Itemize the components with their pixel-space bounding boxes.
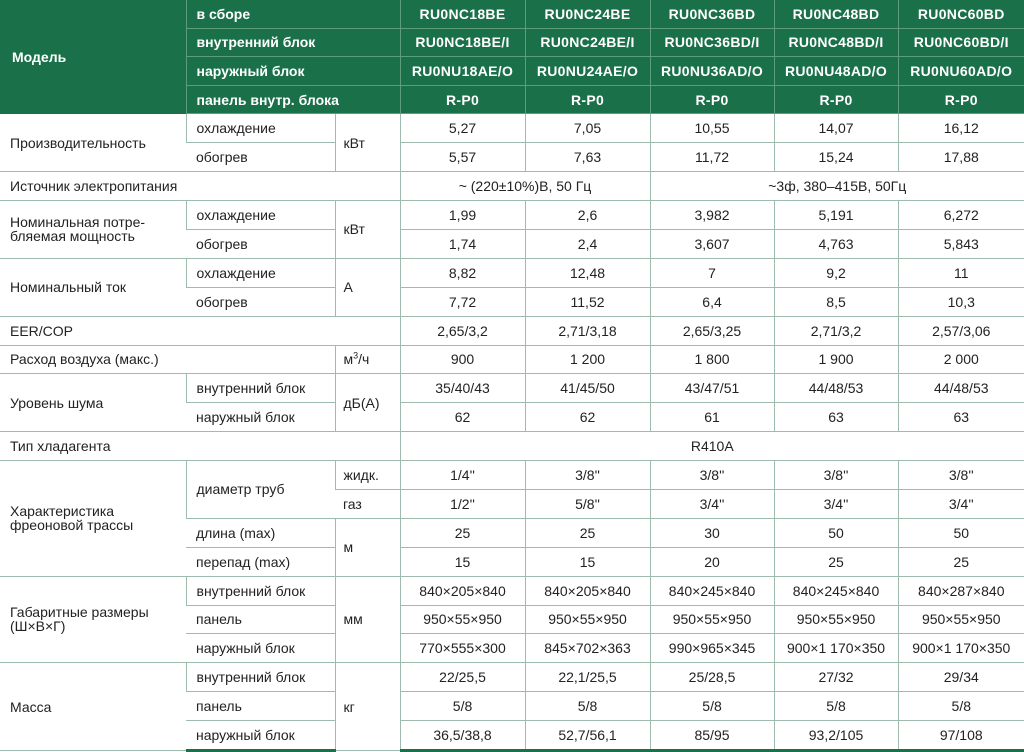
value-cell: 2,71/3,2: [774, 316, 898, 345]
value-cell: 7,63: [525, 143, 650, 172]
unit-base: м: [343, 351, 354, 368]
value-cell: 900×1 170×350: [774, 634, 898, 663]
table-row: [0, 316, 1024, 345]
value-cell: 93,2/105: [774, 721, 898, 751]
unit-label: А: [335, 258, 400, 316]
model-assembly-4: RU0NC48BD: [774, 0, 898, 28]
value-cell: 63: [774, 403, 898, 432]
model-panel-5: R-P0: [898, 85, 1024, 114]
sub-label: внутренний блок: [186, 576, 335, 605]
value-cell: 22/25,5: [400, 663, 525, 692]
table-row: [0, 461, 1024, 490]
value-cell: 1,74: [400, 229, 525, 258]
model-panel-2: R-P0: [525, 85, 650, 114]
value-cell: 63: [898, 403, 1024, 432]
value-cell: 16,12: [898, 114, 1024, 143]
value-cell: 3/4'': [898, 489, 1024, 518]
unit-label: кВт: [335, 201, 400, 259]
model-assembly-1: RU0NC18BE: [400, 0, 525, 28]
unit-label: м: [335, 518, 400, 576]
value-cell: 17,88: [898, 143, 1024, 172]
value-cell-single-phase: ~ (220±10%)В, 50 Гц: [400, 172, 650, 201]
model-indoor-2: RU0NC24BE/I: [525, 28, 650, 57]
model-indoor-4: RU0NC48BD/I: [774, 28, 898, 57]
value-cell: 15,24: [774, 143, 898, 172]
unit-label: кВт: [335, 114, 400, 172]
header-label-assembly: в сборе: [186, 0, 400, 28]
table-row: [0, 432, 1024, 461]
value-cell: 85/95: [650, 721, 774, 751]
model-outdoor-3: RU0NU36AD/O: [650, 57, 774, 86]
value-cell: 27/32: [774, 663, 898, 692]
value-cell: 61: [650, 403, 774, 432]
value-cell: 900×1 170×350: [898, 634, 1024, 663]
value-cell: 5/8: [400, 692, 525, 721]
value-cell: 10,3: [898, 287, 1024, 316]
sub-label: внутренний блок: [186, 663, 335, 692]
sub-label: газ: [335, 489, 400, 518]
param-dimensions: Габаритные размеры (Ш×В×Г): [0, 576, 186, 663]
value-cell: 3/8'': [898, 461, 1024, 490]
value-cell: 1 200: [525, 345, 650, 374]
spec-table-header: [0, 0, 1024, 114]
param-eer-cop: EER/COP: [0, 316, 400, 345]
value-cell: 25: [774, 547, 898, 576]
value-cell: 2,57/3,06: [898, 316, 1024, 345]
value-cell: 5/8: [650, 692, 774, 721]
value-cell: 41/45/50: [525, 374, 650, 403]
value-cell-refrigerant: R410A: [400, 432, 1024, 461]
value-cell: 25/28,5: [650, 663, 774, 692]
model-outdoor-4: RU0NU48AD/O: [774, 57, 898, 86]
table-row: [0, 114, 1024, 143]
unit-label: [335, 345, 400, 374]
model-indoor-5: RU0NC60BD/I: [898, 28, 1024, 57]
sub-label: длина (max): [186, 518, 335, 547]
value-cell: 8,5: [774, 287, 898, 316]
model-assembly-3: RU0NC36BD: [650, 0, 774, 28]
value-cell: 5,27: [400, 114, 525, 143]
value-cell: 770×555×300: [400, 634, 525, 663]
value-cell: 2,65/3,2: [400, 316, 525, 345]
value-cell: 25: [525, 518, 650, 547]
value-cell: 7,72: [400, 287, 525, 316]
model-outdoor-5: RU0NU60AD/O: [898, 57, 1024, 86]
table-row: [0, 345, 1024, 374]
header-row-assembly: [0, 0, 1024, 28]
value-cell: 2,65/3,25: [650, 316, 774, 345]
sub-label: панель: [186, 605, 335, 634]
table-row: [0, 201, 1024, 230]
table-row: [0, 258, 1024, 287]
value-cell: 4,763: [774, 229, 898, 258]
value-cell: 22,1/25,5: [525, 663, 650, 692]
value-cell: 2,71/3,18: [525, 316, 650, 345]
model-outdoor-2: RU0NU24AE/O: [525, 57, 650, 86]
value-cell: 5/8'': [525, 489, 650, 518]
value-cell: 950×55×950: [774, 605, 898, 634]
model-assembly-5: RU0NC60BD: [898, 0, 1024, 28]
value-cell: 1/4'': [400, 461, 525, 490]
param-airflow: Расход воздуха (макс.): [0, 345, 335, 374]
value-cell: 840×205×840: [400, 576, 525, 605]
value-cell: 845×702×363: [525, 634, 650, 663]
param-capacity: Производительность: [0, 114, 186, 172]
value-cell: 35/40/43: [400, 374, 525, 403]
value-cell: 20: [650, 547, 774, 576]
value-cell: 14,07: [774, 114, 898, 143]
value-cell: 1/2'': [400, 489, 525, 518]
table-row: [0, 663, 1024, 692]
value-cell: 3/8'': [650, 461, 774, 490]
table-row: [0, 576, 1024, 605]
value-cell: 7: [650, 258, 774, 287]
value-cell: 12,48: [525, 258, 650, 287]
value-cell: 97/108: [898, 721, 1024, 751]
value-cell: 950×55×950: [898, 605, 1024, 634]
value-cell: 25: [898, 547, 1024, 576]
value-cell: 3,982: [650, 201, 774, 230]
value-cell: 5/8: [774, 692, 898, 721]
value-cell: 950×55×950: [400, 605, 525, 634]
value-cell: 3/4'': [774, 489, 898, 518]
sub-label: перепад (max): [186, 547, 335, 576]
table-row: [0, 374, 1024, 403]
value-cell: 29/34: [898, 663, 1024, 692]
value-cell: 11: [898, 258, 1024, 287]
value-cell: 840×205×840: [525, 576, 650, 605]
model-panel-1: R-P0: [400, 85, 525, 114]
value-cell: 44/48/53: [898, 374, 1024, 403]
value-cell: 7,05: [525, 114, 650, 143]
value-cell: 3/8'': [525, 461, 650, 490]
value-cell: 52,7/56,1: [525, 721, 650, 751]
table-row: [0, 172, 1024, 201]
model-panel-4: R-P0: [774, 85, 898, 114]
sub-label: обогрев: [186, 143, 335, 172]
value-cell: 62: [525, 403, 650, 432]
value-cell: 1 800: [650, 345, 774, 374]
value-cell: 5/8: [898, 692, 1024, 721]
unit-label: кг: [335, 663, 400, 751]
value-cell: 3/4'': [650, 489, 774, 518]
sub-label: охлаждение: [186, 201, 335, 230]
value-cell: 5,57: [400, 143, 525, 172]
model-indoor-3: RU0NC36BD/I: [650, 28, 774, 57]
sub-label: жидк.: [335, 461, 400, 490]
value-cell: 5/8: [525, 692, 650, 721]
value-cell: 3/8'': [774, 461, 898, 490]
value-cell: 43/47/51: [650, 374, 774, 403]
value-cell: 840×245×840: [774, 576, 898, 605]
value-cell: 1,99: [400, 201, 525, 230]
param-refrigerant: Тип хладагента: [0, 432, 400, 461]
value-cell: 1 900: [774, 345, 898, 374]
value-cell: 950×55×950: [650, 605, 774, 634]
sub-label: охлаждение: [186, 114, 335, 143]
value-cell: 15: [400, 547, 525, 576]
model-panel-3: R-P0: [650, 85, 774, 114]
unit-label: мм: [335, 576, 400, 663]
header-label-panel: панель внутр. блока: [186, 85, 400, 114]
sub-label: внутренний блок: [186, 374, 335, 403]
value-cell: 5,843: [898, 229, 1024, 258]
value-cell: 2,6: [525, 201, 650, 230]
sub-label-diameter: диаметр труб: [186, 461, 335, 519]
value-cell: 44/48/53: [774, 374, 898, 403]
value-cell: 2 000: [898, 345, 1024, 374]
value-cell: 30: [650, 518, 774, 547]
header-label-indoor: внутренний блок: [186, 28, 400, 57]
value-cell: 50: [898, 518, 1024, 547]
param-current: Номинальный ток: [0, 258, 186, 316]
unit-sup: 3: [353, 350, 359, 361]
value-cell: 11,72: [650, 143, 774, 172]
model-assembly-2: RU0NC24BE: [525, 0, 650, 28]
value-cell: 900: [400, 345, 525, 374]
unit-rest: /ч: [358, 351, 370, 368]
model-outdoor-1: RU0NU18AE/O: [400, 57, 525, 86]
header-label-outdoor: наружный блок: [186, 57, 400, 86]
value-cell: 25: [400, 518, 525, 547]
value-cell: 9,2: [774, 258, 898, 287]
value-cell-three-phase: ~3ф, 380–415В, 50Гц: [650, 172, 1024, 201]
param-noise: Уровень шума: [0, 374, 186, 432]
model-indoor-1: RU0NC18BE/I: [400, 28, 525, 57]
value-cell: 3,607: [650, 229, 774, 258]
value-cell: 36,5/38,8: [400, 721, 525, 751]
unit-label: дБ(А): [335, 374, 400, 432]
value-cell: 62: [400, 403, 525, 432]
value-cell: 990×965×345: [650, 634, 774, 663]
param-power-supply: Источник электропитания: [0, 172, 400, 201]
value-cell: 5,191: [774, 201, 898, 230]
param-piping: Характеристика фреоновой трассы: [0, 461, 186, 577]
value-cell: 840×287×840: [898, 576, 1024, 605]
value-cell: 840×245×840: [650, 576, 774, 605]
param-power-input: Номинальная потре- бляемая мощность: [0, 201, 186, 259]
value-cell: 11,52: [525, 287, 650, 316]
sub-label: наружный блок: [186, 634, 335, 663]
value-cell: 6,4: [650, 287, 774, 316]
value-cell: 15: [525, 547, 650, 576]
value-cell: 950×55×950: [525, 605, 650, 634]
value-cell: 6,272: [898, 201, 1024, 230]
value-cell: 10,55: [650, 114, 774, 143]
sub-label: обогрев: [186, 287, 335, 316]
model-label: Модель: [0, 0, 186, 114]
spec-table-body: [0, 114, 1024, 751]
param-weight: Масса: [0, 663, 186, 751]
value-cell: 8,82: [400, 258, 525, 287]
value-cell: 50: [774, 518, 898, 547]
sub-label: обогрев: [186, 229, 335, 258]
sub-label: наружный блок: [186, 403, 335, 432]
value-cell: 2,4: [525, 229, 650, 258]
sub-label: панель: [186, 692, 335, 721]
sub-label: охлаждение: [186, 258, 335, 287]
sub-label: наружный блок: [186, 721, 335, 751]
